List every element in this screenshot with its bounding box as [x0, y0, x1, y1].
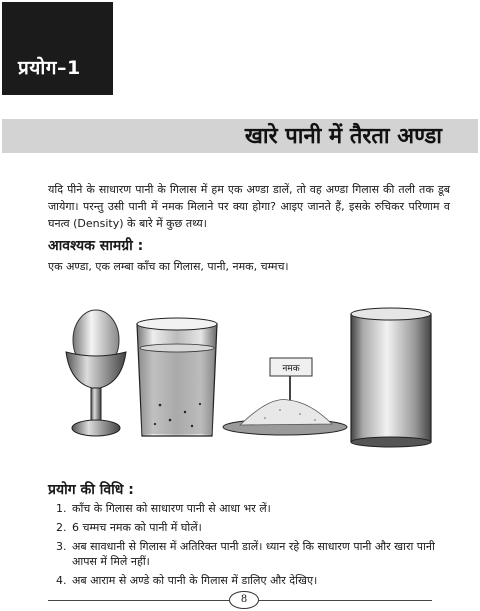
materials-heading: आवश्यक सामग्री :	[48, 238, 144, 254]
list-item: 1. काँच के गिलास को साधारण पानी से आधा भर लें।	[56, 502, 271, 515]
procedure-steps	[56, 501, 456, 592]
materials-illustration	[60, 300, 440, 450]
experiment-label: प्रयोग–1	[18, 57, 81, 79]
title-band	[2, 119, 478, 153]
materials-list: एक अण्डा, एक लम्बा काँच का गिलास, पानी, नमक, चम्मच।	[48, 260, 289, 273]
salt-label: नमक	[282, 364, 300, 374]
water-glass-drawing	[137, 318, 217, 436]
intro-paragraph: यदि पीने के साधारण पानी के गिलास में हम एक अण्डा डालें, तो वह अण्डा गिलास की तली तक डूब जायेगा। परन्तु उसी पानी में नमक मिलाने पर क्या होगा? आइए जानते हैं, इसके रुचिकर परिणाम व घनत्व (Density) के बारे में कुछ तथ्य।	[48, 183, 450, 230]
page-title: खारे पानी में तैरता अण्डा	[244, 124, 442, 149]
list-item: 2. 6 चम्मच नमक को पानी में घोलें।	[56, 521, 202, 534]
page-number: 8	[229, 591, 259, 609]
procedure-heading: प्रयोग की विधि :	[48, 482, 134, 498]
list-item: 4. अब आराम से अण्डे को पानी के गिलास में डालिए और देखिए।	[56, 574, 318, 587]
experiment-badge	[2, 2, 113, 95]
egg-in-cup-drawing	[66, 310, 126, 436]
list-item: 3. अब सावधानी से गिलास में अतिरिक्त पानी डालें। ध्यान रहे कि साधारण पानी और खारा पानी आपस में मिले नहीं।	[56, 540, 435, 568]
tall-glass-drawing	[351, 308, 431, 447]
